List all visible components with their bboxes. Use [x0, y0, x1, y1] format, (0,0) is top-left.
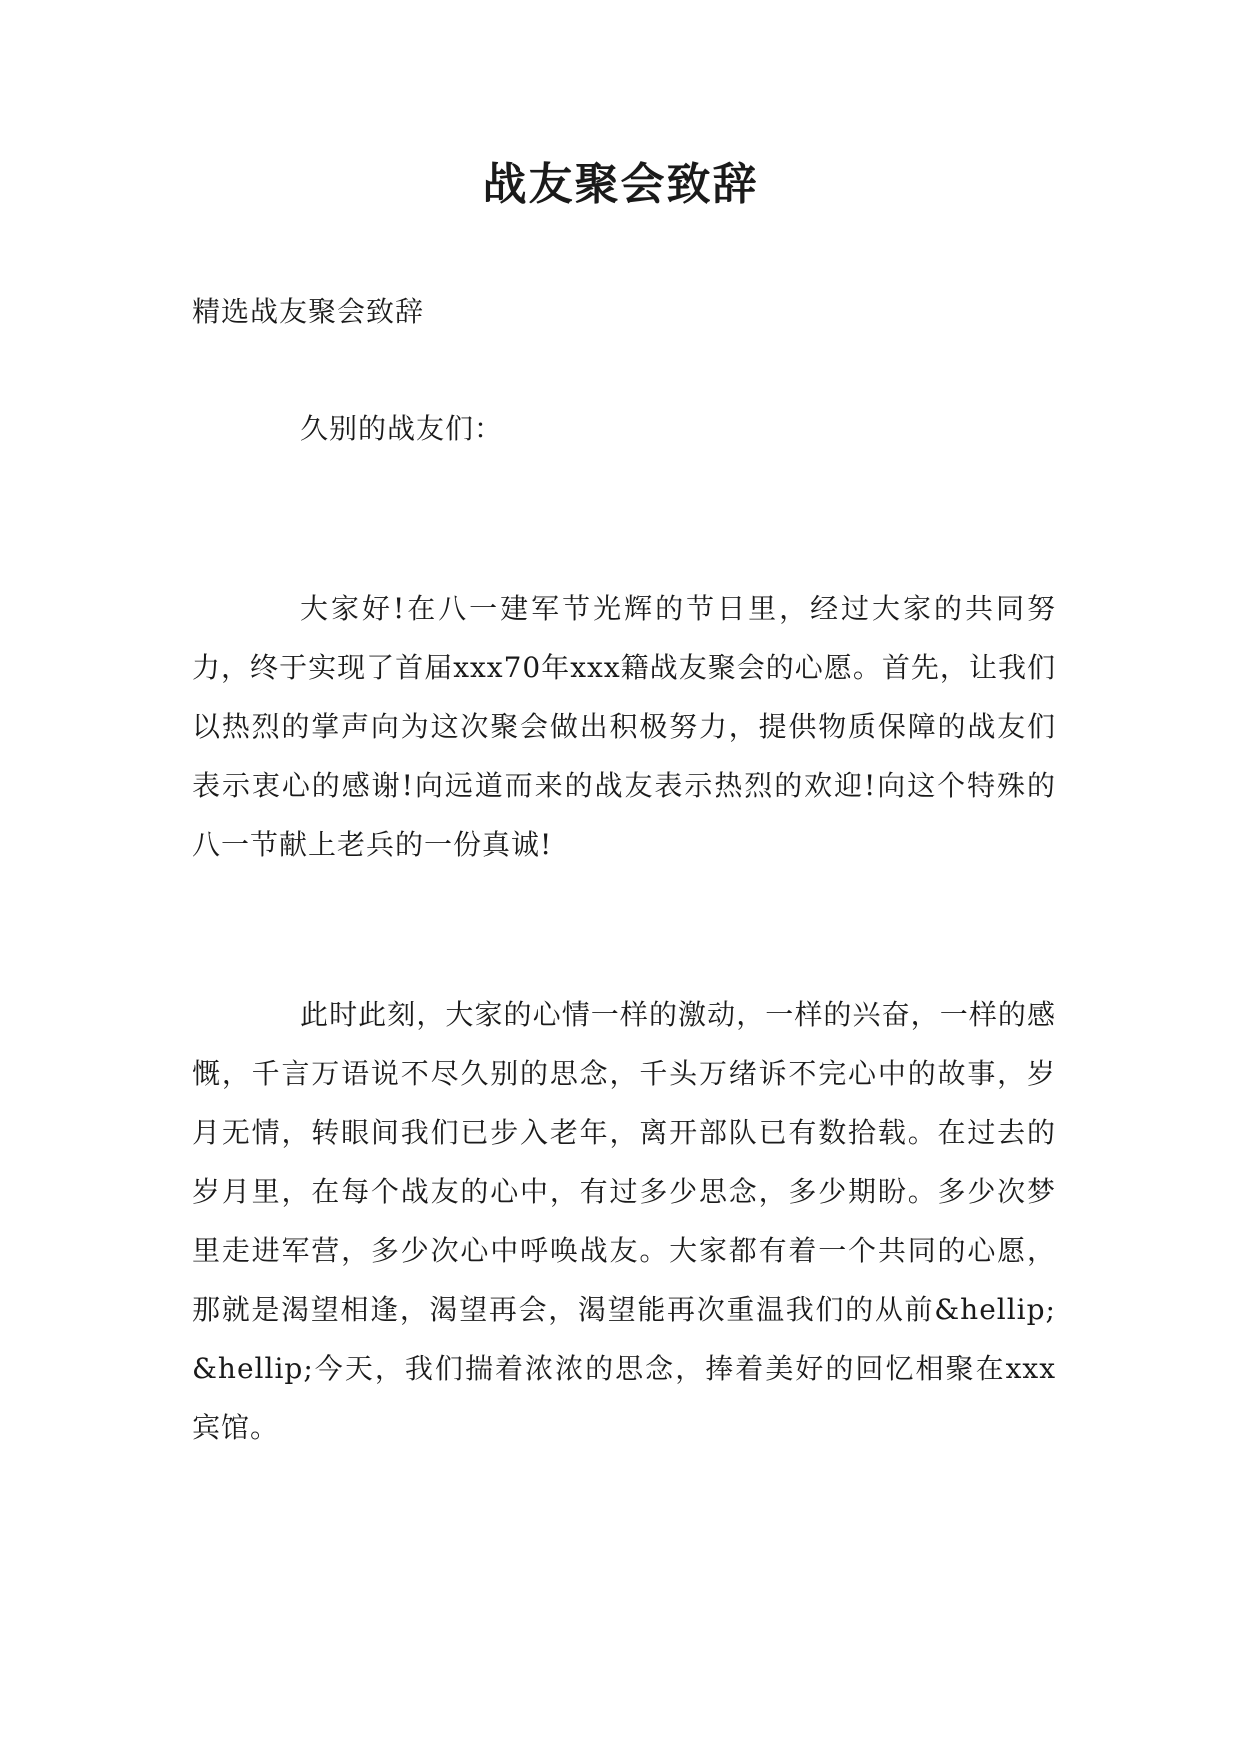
body-paragraph: 此时此刻，大家的心情一样的激动，一样的兴奋，一样的感慨，千言万语说不尽久别的思念，千头万绪诉不完心中的故事，岁月无情，转眼间我们已步入老年，离开部队已有数拾载。在过去的岁月里，在每个战友的心中，有过多少思念，多少期盼。多少次梦里走进军营，多少次心中呼唤战友。大家都有着一个共同的心愿，那就是渴望相逢，渴望再会，渴望能再次重温我们的从前&hellip;&hellip;今天，我们揣着浓浓的思念，捧着美好的回忆相聚在xxx宾馆。	[192, 998, 1056, 1444]
document-title: 战友聚会致辞	[482, 159, 759, 210]
document-subtitle: 精选战友聚会致辞	[192, 295, 425, 328]
salutation: 久别的战友们：	[300, 412, 504, 445]
body-paragraph: 大家好!在八一建军节光辉的节日里，经过大家的共同努力，终于实现了首届xxx70年xxx籍战友聚会的心愿。首先，让我们以热烈的掌声向为这次聚会做出积极努力，提供物质保障的战友们表示衷心的感谢!向远道而来的战友表示热烈的欢迎!向这个特殊的八一节献上老兵的一份真诚!	[192, 592, 1056, 861]
